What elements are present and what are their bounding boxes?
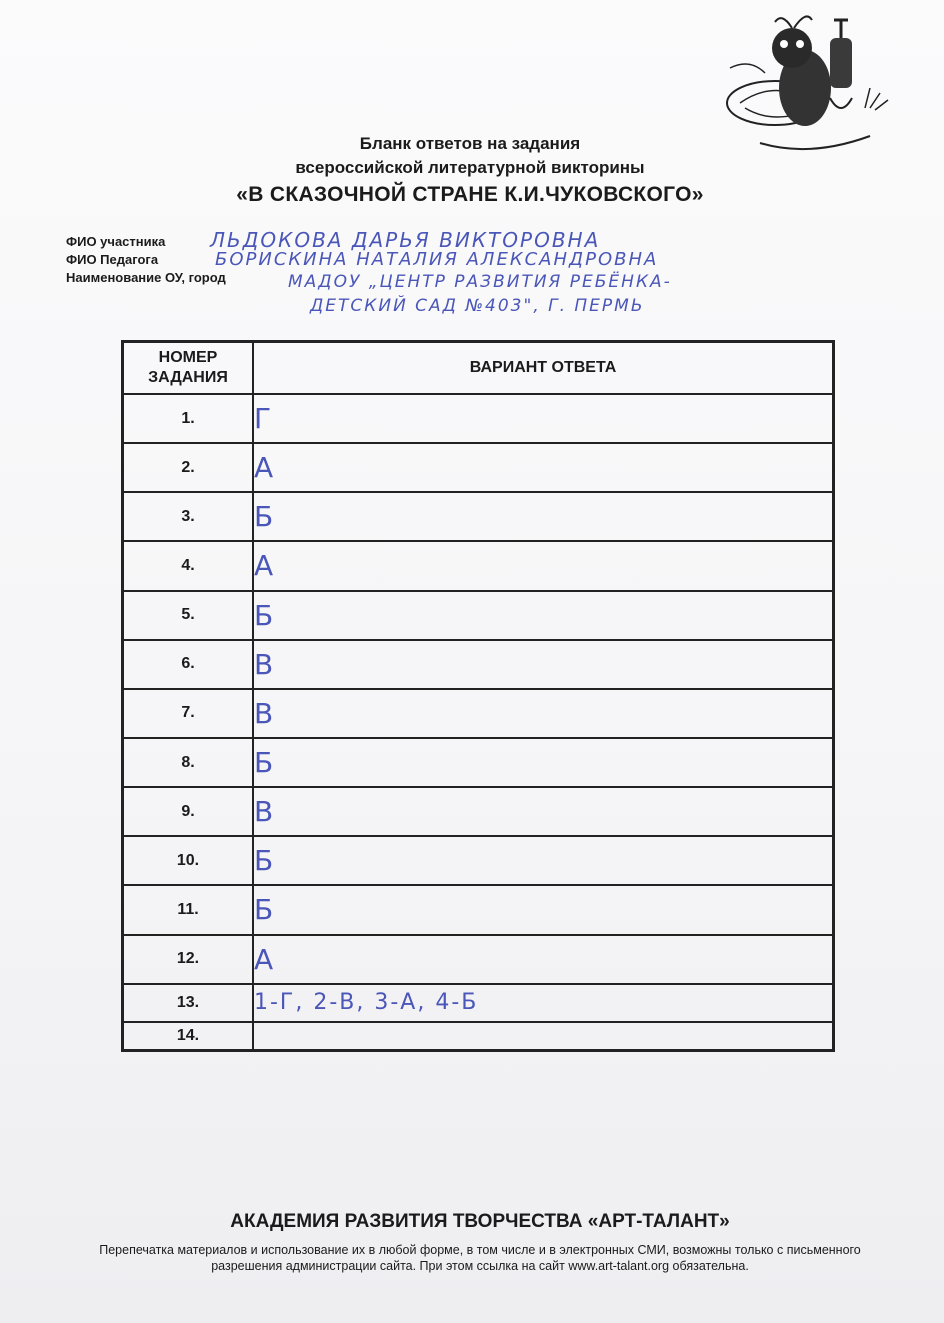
task-number: 2. xyxy=(123,443,254,492)
organization-label: Наименование ОУ, город xyxy=(66,270,226,285)
table-row xyxy=(123,935,834,984)
table-row xyxy=(123,492,834,541)
answer-cell: А xyxy=(253,443,834,492)
teacher-value: БОРИСКИНА НАТАЛИЯ АЛЕКСАНДРОВНА xyxy=(215,249,659,270)
footer-title: АКАДЕМИЯ РАЗВИТИЯ ТВОРЧЕСТВА «АРТ-ТАЛАНТ» xyxy=(230,1211,730,1232)
task-number: 1. xyxy=(123,394,254,443)
answer-cell: 1-Г, 2-В, 3-А, 4-Б xyxy=(253,984,834,1022)
answer-cell: Г xyxy=(253,394,834,443)
answer-cell: В xyxy=(253,640,834,689)
table-row xyxy=(123,640,834,689)
table-row xyxy=(123,689,834,738)
teacher-label: ФИО Педагога xyxy=(66,252,159,267)
answers-body xyxy=(123,394,834,1051)
answer-cell: Б xyxy=(253,492,834,541)
table-row xyxy=(123,787,834,836)
table-row xyxy=(123,984,834,1022)
task-number: 5. xyxy=(123,591,254,640)
task-number: 8. xyxy=(123,738,254,787)
header-answer-option: ВАРИАНТ ОТВЕТА xyxy=(253,342,834,395)
task-number: 9. xyxy=(123,787,254,836)
table-row xyxy=(123,885,834,934)
task-number: 12. xyxy=(123,935,254,984)
task-number: 3. xyxy=(123,492,254,541)
participant-label: ФИО участника xyxy=(66,234,166,249)
task-number: 10. xyxy=(123,836,254,885)
answer-cell: Б xyxy=(253,885,834,934)
table-row xyxy=(123,591,834,640)
answer-cell: Б xyxy=(253,836,834,885)
task-number: 4. xyxy=(123,541,254,590)
organization-value-line-1: МАДОУ „ЦЕНТР РАЗВИТИЯ РЕБЁНКА- xyxy=(288,272,672,292)
table-row xyxy=(123,394,834,443)
answers-table xyxy=(121,340,835,1052)
copyright-note: Перепечатка материалов и использование их в любой форме, в том числе и в электронных СМИ, возможны только с письменного разрешения администрации сайта. При этом ссылка на сайт www.art-talant.org обязательна. xyxy=(99,1243,861,1273)
table-row xyxy=(123,836,834,885)
quiz-title: «В СКАЗОЧНОЙ СТРАНЕ К.И.ЧУКОВСКОГО» xyxy=(236,183,704,206)
table-row xyxy=(123,738,834,787)
task-number: 13. xyxy=(123,984,254,1022)
answer-cell: А xyxy=(253,935,834,984)
table-header-row xyxy=(123,342,834,395)
answer-cell xyxy=(253,1022,834,1051)
header-task-number: НОМЕР ЗАДАНИЯ xyxy=(123,342,254,395)
answer-cell: В xyxy=(253,787,834,836)
title-line-2: всероссийской литературной викторины xyxy=(295,158,645,177)
task-number: 7. xyxy=(123,689,254,738)
task-number: 6. xyxy=(123,640,254,689)
table-row xyxy=(123,1022,834,1051)
task-number: 11. xyxy=(123,885,254,934)
answer-cell: Б xyxy=(253,591,834,640)
answer-cell: В xyxy=(253,689,834,738)
task-number: 14. xyxy=(123,1022,254,1051)
participant-value: ЛЬДОКОВА ДАРЬЯ ВИКТОРОВНА xyxy=(210,228,601,252)
title-line-1: Бланк ответов на задания xyxy=(359,134,581,153)
form-title xyxy=(150,132,790,210)
table-row xyxy=(123,443,834,492)
footer xyxy=(70,1208,890,1274)
organization-value-line-2: ДЕТСКИЙ САД №403", Г. ПЕРМЬ xyxy=(310,296,645,316)
answer-cell: Б xyxy=(253,738,834,787)
table-row xyxy=(123,541,834,590)
answer-cell: А xyxy=(253,541,834,590)
